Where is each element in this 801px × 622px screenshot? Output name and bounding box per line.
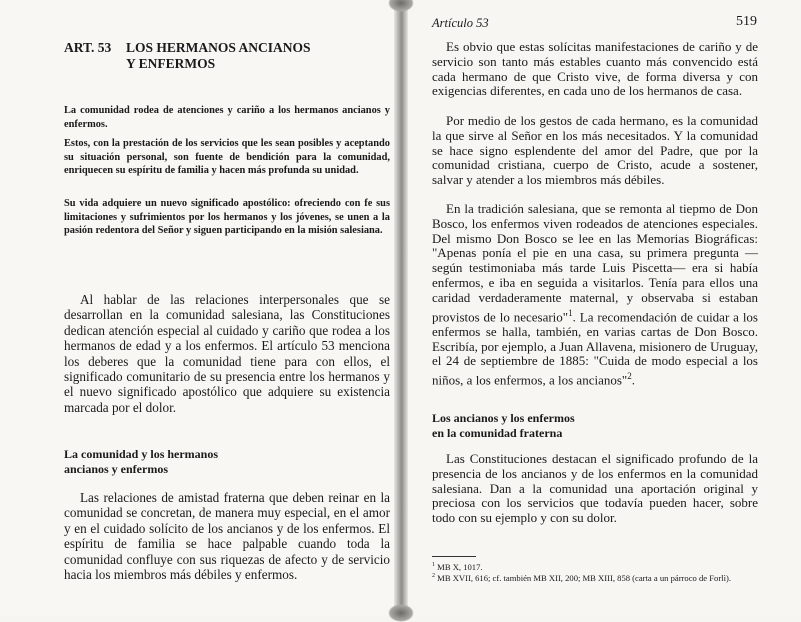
left-subheading-line1: La comunidad y los hermanos (64, 447, 219, 461)
footnote-rule (432, 556, 476, 557)
book-gutter (394, 0, 408, 616)
article-number: ART. 53 (64, 40, 112, 55)
article-text-paragraph-2: Estos, con la prestación de los servicios que les sean posibles y aceptando su situación personal, son fuente de bendición para la comunidad, enriquecen su espíritu de familia y hacen más profunda su unidad. (64, 138, 390, 177)
article-text-paragraph-3: Su vida adquiere un nuevo significado apostólico: ofreciendo con fe sus limitaciones y sufrimientos por los hermanos y los jóvenes, se unen a la pasión redentora del Señor y siguen participando en la misión salesiana. (64, 198, 390, 237)
right-paragraph-2: Por medio de los gestos de cada hermano, es la comunidad la que sirve al Señor en los más necesitados. Y la comunidad se hace signo esplendente del amor del Padre, que por la comunidad cristiana, cuerpo de Cristo, acude a sostener, salvar y atender a los miembros más débiles. (432, 113, 758, 188)
running-header: Artículo 53 (432, 16, 489, 30)
footnote-2-text: MB XVII, 616; cf. también MB XII, 200; MB XIII, 858 (carta a un párroco de Forlì). (437, 572, 731, 583)
article-title-line1: LOS HERMANOS ANCIANOS (126, 40, 311, 55)
right-paragraph-1: Es obvio que estas solícitas manifestaciones de cariño y de servicio son tanto más estables cuanto más convencido está cada hermano de que Cristo vive, de forma diversa y con exigencias diferentes, en cada uno de los hermanos de casa. (432, 39, 758, 99)
right-subheading (432, 411, 732, 440)
gutter-shadow-bottom (388, 604, 414, 622)
footnote-ref-1[interactable]: 1 (568, 307, 573, 318)
right-paragraph-3-end: . (631, 372, 636, 388)
left-subheading-line2: ancianos y enfermos (64, 461, 168, 476)
right-subheading-line1: Los ancianos y los enfermos (432, 411, 575, 425)
right-paragraph-3-text: En la tradición salesiana, que se remonta al tiepmo de Don Bosco, los enfermos viven rodeados de atenciones especiales. Del mismo Don Bosco se lee en las Memorias Biográficas: "Apenas ponía el pie en una casa, su primera pregunta —según testimoniaba más tarde Luis Piscetta— era si había enfermos, e iba en seguida a visitarlos. Tenía para ellos una caridad verdaderamente maternal, y observaba si estaban provistos de lo necesario" (432, 201, 758, 324)
intro-paragraph: Al hablar de las relaciones interpersonales que se desarrollan en la comunidad salesiana, las Constituciones dedican atención especial al cuidado y cariño que rodea a los hermanos de edad y a los enfermos. El artículo 53 menciona los deberes que la comunidad tiene para con ellos, el significado comunitario de su presencia entre los hermanos y el nuevo significado apostólico que adquiere su existencia marcada por el dolor. (64, 292, 390, 415)
page-number: 519 (736, 14, 757, 29)
right-subheading-line2: en la comunidad fraterna (432, 425, 563, 440)
footnote-1-text: MB X, 1017. (437, 561, 483, 572)
article-title-line2: Y ENFERMOS (126, 56, 216, 71)
gutter-shadow-top (388, 0, 414, 12)
section-paragraph: Las relaciones de amistad fraterna que deben reinar en la comunidad se concretan, de manera muy especial, en el amor y en el cuidado solícito de los ancianos y de los enfermos. El espíritu de familia se hace palpable cuando toda la comunidad confluye con sus riquezas de afecto y de servicio hacia los miembros más débiles y enfermos. (64, 490, 390, 583)
footnote-ref-2[interactable]: 2 (627, 371, 632, 382)
article-text-paragraph-1: La comunidad rodea de atenciones y cariño a los hermanos ancianos y enfermos. (64, 105, 390, 130)
article-title (64, 40, 364, 72)
right-paragraph-3 (432, 202, 758, 388)
footnote-2-mark: 2 (432, 573, 436, 579)
left-page (0, 0, 398, 616)
right-paragraph-4: Las Constituciones destacan el significado profundo de la presencia de los ancianos y de los enfermos en la comunidad salesiana. Dan a la comunidad una aportación original y preciosa con los servicios que todavía pueden hacer, sobre todo con su ejemplo y con su dolor. (432, 451, 758, 526)
right-paragraph-3-cont: . La recomendación de cuidar a los enfermos se halla, también, en varias cartas de Don Bosco. Escribía, por ejemplo, a Juan Allavena, misionero de Uruguay, el 24 de septiembre de 1885: "Cuida de modo especial a los niños, a los enfermos, a los ancianos" (432, 308, 758, 388)
footnote-1-mark: 1 (432, 562, 436, 568)
footnote-2 (432, 571, 758, 583)
left-subheading (64, 447, 364, 476)
